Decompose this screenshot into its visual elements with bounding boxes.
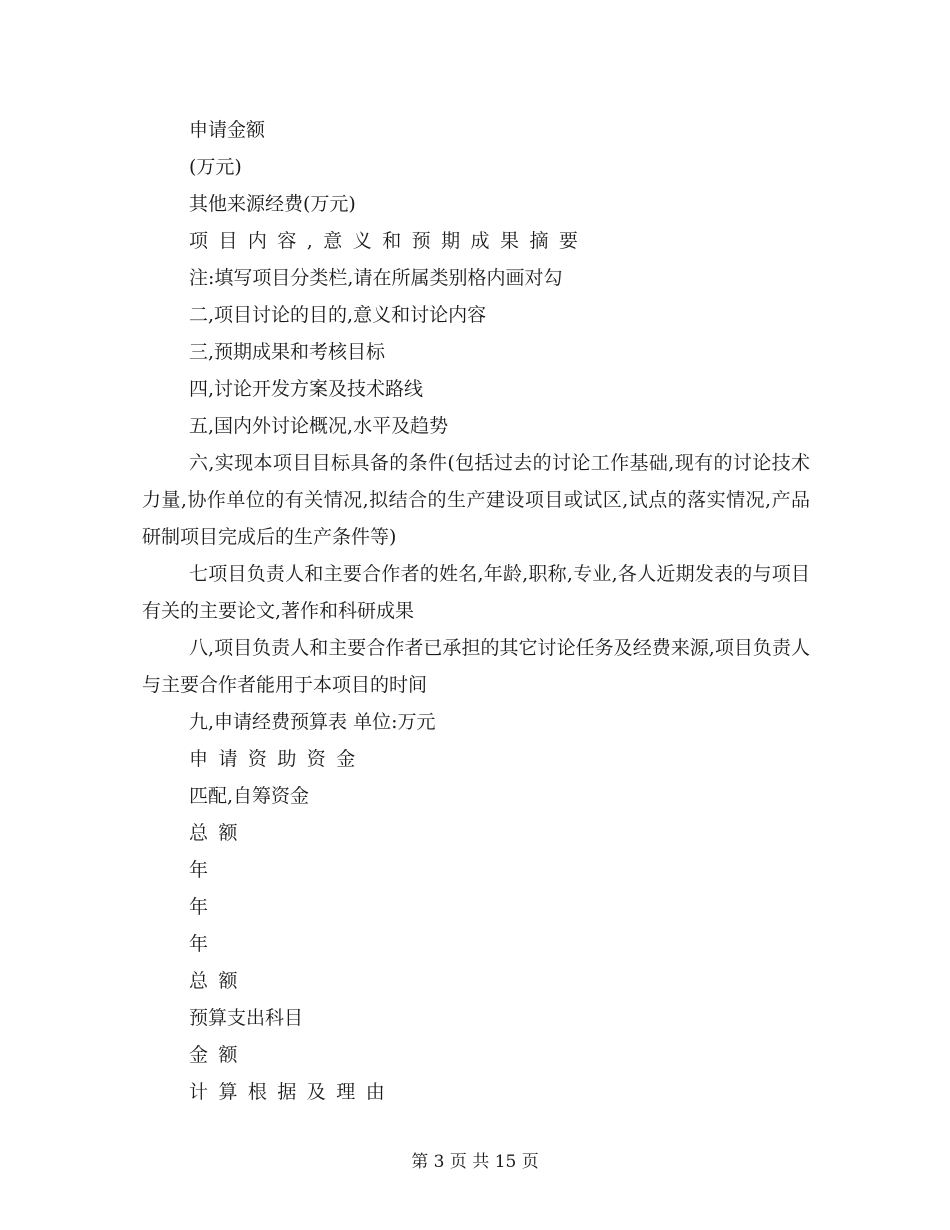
section-heading: 二,项目讨论的目的,意义和讨论内容 <box>189 304 487 326</box>
table-label: 匹配,自筹资金 <box>189 785 310 807</box>
table-label: 年 <box>189 859 209 881</box>
section-paragraph: 八,项目负责人和主要合作者已承担的其它讨论任务及经费来源,项目负责人与主要合作者能用于本项目的时间 <box>142 637 810 696</box>
table-label: 年 <box>189 896 209 918</box>
section-heading: 三,预期成果和考核目标 <box>189 341 386 363</box>
section-paragraph: 六,实现本项目目标具备的条件(包括过去的讨论工作基础,现有的讨论技术力量,协作单位的有关情况,拟结合的生产建设项目或试区,试点的落实情况,产品研制项目完成后的生产条件等) <box>142 452 810 548</box>
section-heading: 四,讨论开发方案及技术路线 <box>189 378 424 400</box>
text-line: (万元) <box>189 156 242 178</box>
section-heading: 五,国内外讨论概况,水平及趋势 <box>189 415 449 437</box>
table-label: 年 <box>189 933 209 955</box>
text-line: 申请金额 <box>189 119 266 141</box>
section-paragraph: 七项目负责人和主要合作者的姓名,年龄,职称,专业,各人近期发表的与项目有关的主要论文,著作和科研成果 <box>142 563 810 622</box>
section-heading: 九,申请经费预算表 单位:万元 <box>189 711 436 733</box>
table-label: 计算根据及理由 <box>189 1081 396 1103</box>
table-label: 金额 <box>189 1044 248 1066</box>
table-label: 总额 <box>189 822 248 844</box>
text-line: 其他来源经费(万元) <box>189 193 356 215</box>
document-body <box>142 112 810 1111</box>
text-line: 注:填写项目分类栏,请在所属类别格内画对勾 <box>189 267 563 289</box>
table-label: 预算支出科目 <box>189 1007 304 1029</box>
table-label: 申请资助资金 <box>189 748 366 770</box>
page-number: 第 3 页 共 15 页 <box>411 1152 539 1172</box>
table-label: 总额 <box>189 970 248 992</box>
text-line: 项目内容,意义和预期成果摘要 <box>189 230 589 252</box>
